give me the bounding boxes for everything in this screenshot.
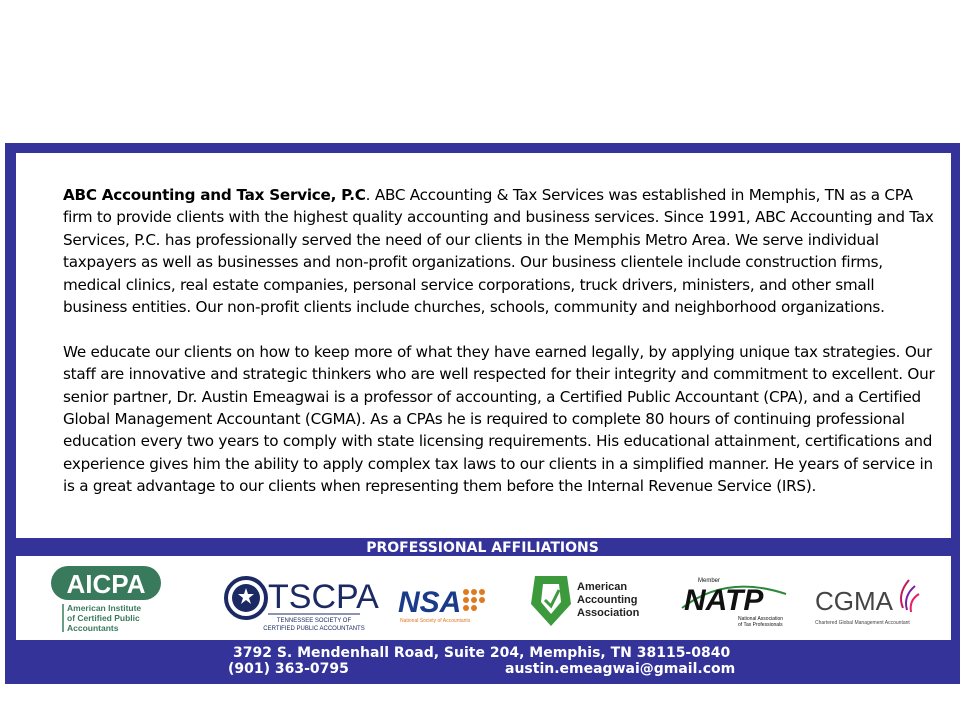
about-panel xyxy=(16,153,951,538)
nsa-tagline: National Society of Accountants xyxy=(400,618,471,624)
tscpa-line2: CERTIFIED PUBLIC ACCOUNTANTS xyxy=(263,626,365,632)
intro-paragraph xyxy=(63,184,943,318)
natp-abbr: NATP xyxy=(684,584,764,617)
cgma-tagline: Chartered Global Management Accountant xyxy=(815,620,910,626)
nsa-abbr: NSA xyxy=(398,586,462,619)
tscpa-line1: TENNESSEE SOCIETY OF xyxy=(276,618,352,624)
aaa-line3: Association xyxy=(577,607,640,619)
nsa-logo xyxy=(396,564,496,634)
nsa-dots-icon xyxy=(463,589,485,611)
address-text: 3792 S. Mendenhall Road, Suite 204, Memphis, TN 38115-0840 xyxy=(233,645,731,661)
tscpa-logo xyxy=(224,564,379,634)
about-text xyxy=(63,184,943,498)
aicpa-line2: of Certified Public xyxy=(67,613,140,623)
email-text: austin.emeagwai@gmail.com xyxy=(505,661,736,677)
aicpa-line1: American Institute xyxy=(67,603,142,613)
aicpa-abbr: AICPA xyxy=(66,569,146,599)
aicpa-line3: Accountants xyxy=(67,623,119,633)
content-frame xyxy=(5,143,960,684)
natp-member: Member xyxy=(698,578,721,584)
aaa-logo xyxy=(531,564,651,634)
tscpa-abbr: TSCPA xyxy=(268,578,379,616)
aaa-line2: Accounting xyxy=(577,594,638,606)
cgma-abbr: CGMA xyxy=(815,586,893,616)
affiliations-heading: PROFESSIONAL AFFILIATIONS xyxy=(366,540,599,556)
aicpa-logo xyxy=(49,564,167,634)
natp-line1: National Association xyxy=(738,616,784,622)
cgma-flame-icon xyxy=(901,580,919,612)
cgma-logo xyxy=(811,564,931,634)
education-paragraph: We educate our clients on how to keep more of what they have earned legally, by applying unique tax strategies. Our staff are innovative and strategic thinkers who are well respected for their integrity and commitment to excellent. Our senior partner, Dr. Austin Emeagwai is a professor of accounting, a Certified Public Accountant (CPA), and a Certified Global Management Accountant (CGMA). As a CPAs he is required to complete 80 hours of continuing professional education every two years to comply with state licensing requirements. His educational attainment, certifications and experience gives him the ability to apply complex tax laws to our clients in a simplified manner. He years of service in is a great advantage to our clients when representing them before the Internal Revenue Service (IRS). xyxy=(63,342,935,496)
natp-line2: of Tax Professionals xyxy=(738,622,783,628)
intro-paragraph-text: . ABC Accounting & Tax Services was established in Memphis, TN as a CPA firm to provide clients with the highest quality accounting and business services. Since 1991, ABC Accounting and Tax Services, P.C. has professionally served the need of our clients in the Memphis Metro Area. We serve individual taxpayers as well as businesses and non-profit organizations. Our business clientele include construction firms, medical clinics, real estate companies, personal service corporations, truck drivers, ministers, and other small business entities. Our non-profit clients include churches, schools, community and neighborhood organizations. xyxy=(63,186,934,317)
firm-name: ABC Accounting and Tax Service, P.C xyxy=(63,186,366,204)
phone-text: (901) 363-0795 xyxy=(228,661,349,677)
aaa-line1: American xyxy=(577,581,628,593)
affiliations-logo-strip xyxy=(16,556,951,640)
natp-logo xyxy=(676,564,791,634)
